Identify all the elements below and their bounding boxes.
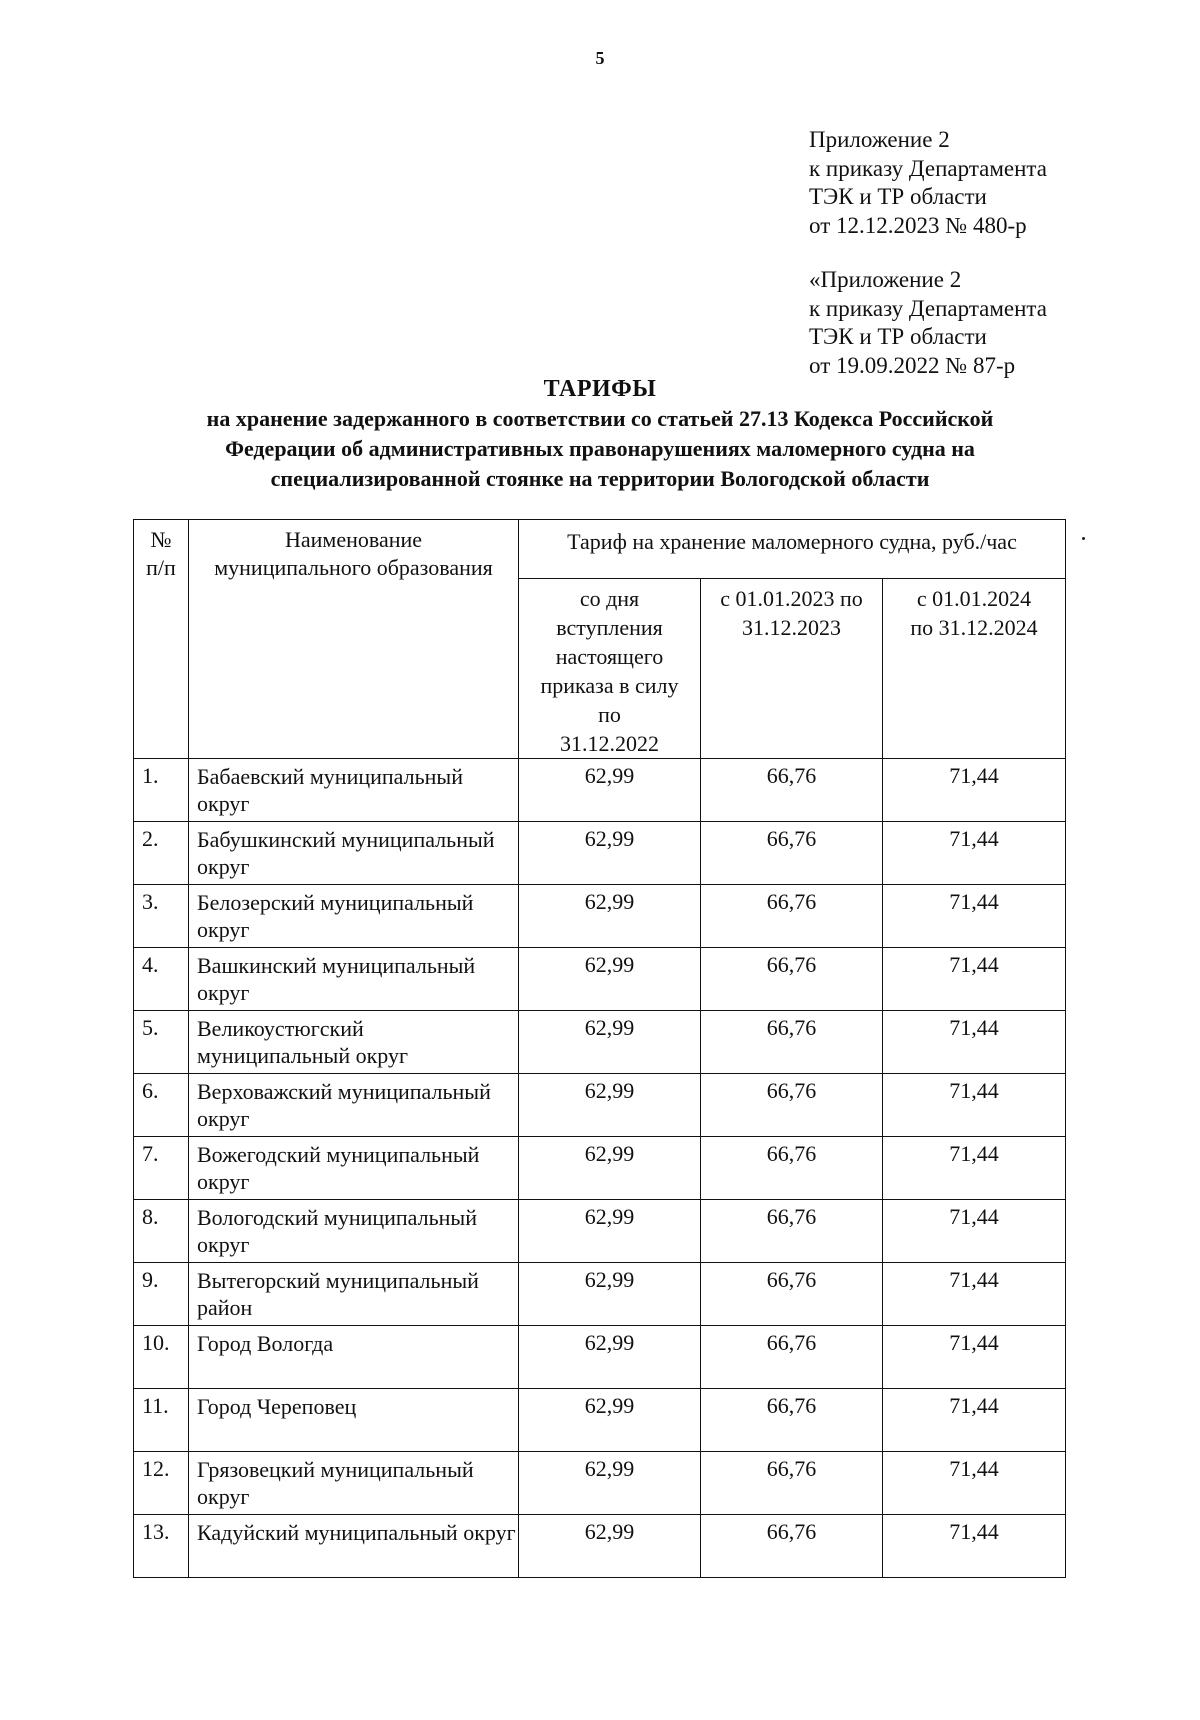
appendix-line: «Приложение 2 bbox=[809, 267, 962, 292]
header-number-line: № bbox=[150, 527, 172, 552]
header-number-line: п/п bbox=[146, 555, 176, 580]
row-number: 4. bbox=[134, 948, 189, 1011]
tariff-period-2: 66,76 bbox=[701, 1011, 883, 1074]
municipality-name: Бабушкинский муниципальный округ bbox=[189, 822, 519, 885]
row-number: 7. bbox=[134, 1137, 189, 1200]
row-number: 12. bbox=[134, 1452, 189, 1515]
tariff-period-1: 62,99 bbox=[519, 1326, 701, 1389]
municipality-name: Вологодский муниципальный округ bbox=[189, 1200, 519, 1263]
table-row bbox=[134, 885, 1066, 948]
appendix-line: ТЭК и ТР области bbox=[809, 324, 987, 349]
municipality-name: Вытегорский муниципальный район bbox=[189, 1263, 519, 1326]
title-block bbox=[130, 374, 1070, 494]
municipality-name: Вожегодский муниципальный округ bbox=[189, 1137, 519, 1200]
tariff-period-1: 62,99 bbox=[519, 948, 701, 1011]
municipality-name: Кадуйский муниципальный округ bbox=[189, 1515, 519, 1578]
tariff-period-3: 71,44 bbox=[883, 1074, 1066, 1137]
header-period-line: по bbox=[598, 702, 621, 727]
tariff-period-2: 66,76 bbox=[701, 1515, 883, 1578]
tariff-period-1: 62,99 bbox=[519, 759, 701, 822]
tariff-period-1: 62,99 bbox=[519, 1263, 701, 1326]
appendix-line: к приказу Департамента bbox=[809, 295, 1047, 321]
municipality-name: Грязовецкий муниципальный округ bbox=[189, 1452, 519, 1515]
header-municipality bbox=[189, 520, 519, 759]
table-row bbox=[134, 1074, 1066, 1137]
municipality-name: Верховажский муниципальный округ bbox=[189, 1074, 519, 1137]
tariff-period-3: 71,44 bbox=[883, 948, 1066, 1011]
appendix-line: ТЭК и ТР области bbox=[809, 184, 987, 209]
table-row bbox=[134, 1515, 1066, 1578]
tariff-period-1: 62,99 bbox=[519, 1452, 701, 1515]
municipality-name: Бабаевский муниципальный округ bbox=[189, 759, 519, 822]
header-period-line: по 31.12.2024 bbox=[910, 615, 1038, 640]
row-number: 9. bbox=[134, 1263, 189, 1326]
appendix-reference-current bbox=[809, 126, 1047, 240]
document-subtitle-line: на хранение задержанного в соответствии со статьей 27.13 Кодекса Российской bbox=[206, 406, 994, 431]
municipality-name: Вашкинский муниципальный округ bbox=[189, 948, 519, 1011]
table-row bbox=[134, 822, 1066, 885]
table-row bbox=[134, 1326, 1066, 1389]
header-period-line: 31.12.2022 bbox=[560, 731, 659, 756]
appendix-line: от 19.09.2022 № 87-р bbox=[809, 352, 1016, 378]
header-period-line: с 01.01.2023 по bbox=[720, 586, 863, 611]
appendix-line: от 12.12.2023 № 480-р bbox=[809, 212, 1027, 238]
row-number: 3. bbox=[134, 885, 189, 948]
margin-mark bbox=[1082, 537, 1085, 540]
tariff-period-3: 71,44 bbox=[883, 1515, 1066, 1578]
table-row bbox=[134, 1389, 1066, 1452]
tariff-period-3: 71,44 bbox=[883, 1452, 1066, 1515]
tariff-period-2: 66,76 bbox=[701, 1074, 883, 1137]
header-period-line: приказа в силу bbox=[540, 673, 679, 698]
tariff-period-2: 66,76 bbox=[701, 1200, 883, 1263]
header-period-2 bbox=[701, 579, 883, 759]
tariff-period-2: 66,76 bbox=[701, 885, 883, 948]
document-title: ТАРИФЫ bbox=[543, 376, 657, 402]
header-tariff-group: Тариф на хранение маломерного судна, руб./час bbox=[519, 520, 1066, 579]
page-number: 5 bbox=[595, 48, 605, 68]
table-row bbox=[134, 948, 1066, 1011]
row-number: 11. bbox=[134, 1389, 189, 1452]
tariff-period-2: 66,76 bbox=[701, 948, 883, 1011]
header-period-line: со дня bbox=[579, 586, 640, 611]
appendix-reference-original bbox=[809, 266, 1047, 380]
tariff-period-1: 62,99 bbox=[519, 1389, 701, 1452]
header-period-line: с 01.01.2024 bbox=[916, 586, 1032, 611]
municipality-name: Город Череповец bbox=[189, 1389, 519, 1452]
row-number: 8. bbox=[134, 1200, 189, 1263]
tariff-period-3: 71,44 bbox=[883, 1200, 1066, 1263]
tariff-period-2: 66,76 bbox=[701, 822, 883, 885]
header-period-line: настоящего bbox=[555, 644, 664, 669]
tariff-period-3: 71,44 bbox=[883, 1263, 1066, 1326]
document-subtitle-line: специализированной стоянке на территории Вологодской области bbox=[270, 466, 930, 491]
tariff-period-1: 62,99 bbox=[519, 1074, 701, 1137]
header-period-1 bbox=[519, 579, 701, 759]
tariff-period-1: 62,99 bbox=[519, 1137, 701, 1200]
header-period-3 bbox=[883, 579, 1066, 759]
header-period-line: вступления bbox=[556, 615, 663, 640]
tariffs-table bbox=[133, 519, 1066, 1578]
table-row bbox=[134, 759, 1066, 822]
tariff-period-3: 71,44 bbox=[883, 1326, 1066, 1389]
municipality-name: Великоустюгский муниципальный округ bbox=[189, 1011, 519, 1074]
table-row bbox=[134, 1263, 1066, 1326]
header-period-line: 31.12.2023 bbox=[742, 615, 841, 640]
header-number bbox=[134, 520, 189, 759]
row-number: 10. bbox=[134, 1326, 189, 1389]
tariff-period-2: 66,76 bbox=[701, 1452, 883, 1515]
municipality-name: Белозерский муниципальный округ bbox=[189, 885, 519, 948]
appendix-line: Приложение 2 bbox=[809, 127, 950, 152]
row-number: 13. bbox=[134, 1515, 189, 1578]
table-row bbox=[134, 1200, 1066, 1263]
tariff-period-3: 71,44 bbox=[883, 1389, 1066, 1452]
appendix-line: к приказу Департамента bbox=[809, 155, 1047, 181]
tariff-period-1: 62,99 bbox=[519, 885, 701, 948]
document-subtitle-line: Федерации об административных правонарушениях маломерного судна на bbox=[225, 436, 975, 461]
row-number: 2. bbox=[134, 822, 189, 885]
tariff-period-1: 62,99 bbox=[519, 1011, 701, 1074]
tariff-period-2: 66,76 bbox=[701, 1263, 883, 1326]
tariff-period-2: 66,76 bbox=[701, 1389, 883, 1452]
row-number: 6. bbox=[134, 1074, 189, 1137]
tariff-period-3: 71,44 bbox=[883, 822, 1066, 885]
table-header-row bbox=[134, 520, 1066, 579]
header-municipality-line: муниципального образования bbox=[214, 555, 493, 580]
table-row bbox=[134, 1452, 1066, 1515]
tariff-period-2: 66,76 bbox=[701, 1137, 883, 1200]
tariff-period-1: 62,99 bbox=[519, 1515, 701, 1578]
tariff-period-3: 71,44 bbox=[883, 1011, 1066, 1074]
row-number: 1. bbox=[134, 759, 189, 822]
tariff-period-2: 66,76 bbox=[701, 1326, 883, 1389]
municipality-name: Город Вологда bbox=[189, 1326, 519, 1389]
table-row bbox=[134, 1137, 1066, 1200]
tariff-period-2: 66,76 bbox=[701, 759, 883, 822]
tariff-period-3: 71,44 bbox=[883, 759, 1066, 822]
header-municipality-line: Наименование bbox=[284, 527, 423, 552]
tariff-period-1: 62,99 bbox=[519, 822, 701, 885]
table-row bbox=[134, 1011, 1066, 1074]
tariff-period-3: 71,44 bbox=[883, 1137, 1066, 1200]
tariff-period-3: 71,44 bbox=[883, 885, 1066, 948]
row-number: 5. bbox=[134, 1011, 189, 1074]
tariff-period-1: 62,99 bbox=[519, 1200, 701, 1263]
